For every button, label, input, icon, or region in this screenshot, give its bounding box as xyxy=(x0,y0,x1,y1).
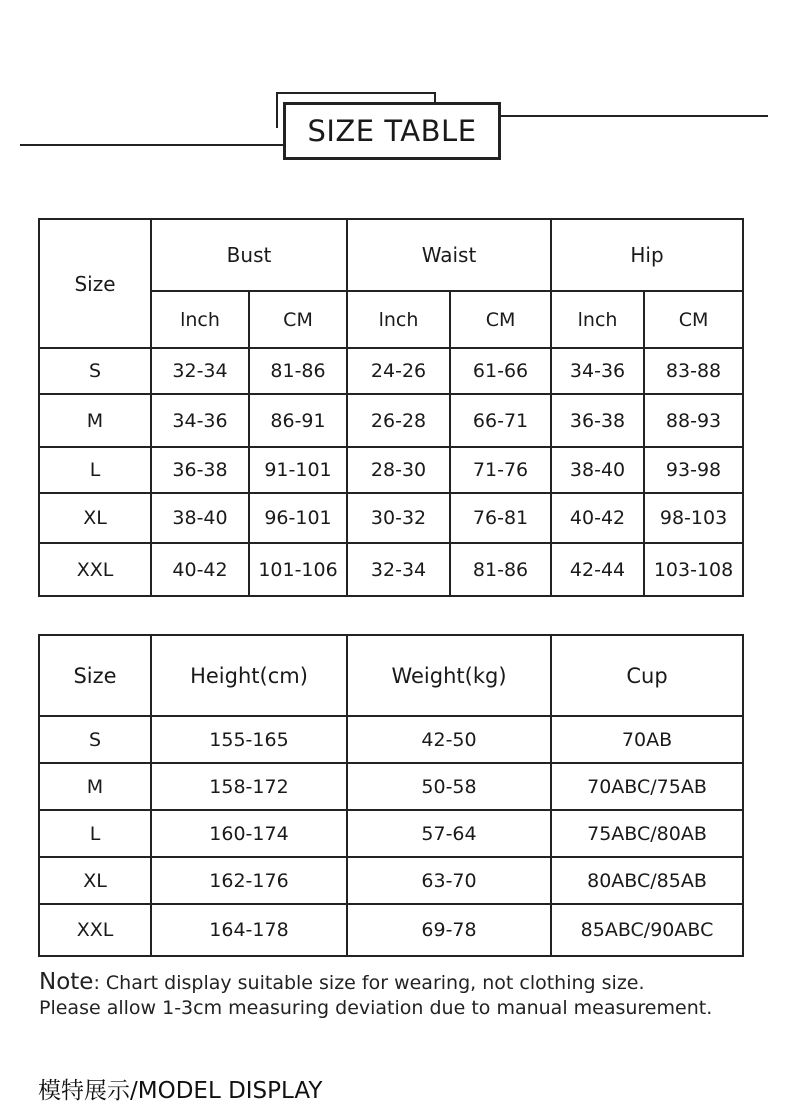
table-cell: 24-26 xyxy=(347,348,450,394)
table-cell: 81-86 xyxy=(450,543,551,596)
table-row xyxy=(39,810,743,857)
size-cell: L xyxy=(39,810,151,857)
unit-header: lnch xyxy=(151,291,249,348)
table-cell: 76-81 xyxy=(450,493,551,543)
weight-cell: 57-64 xyxy=(347,810,551,857)
table-cell: 103-108 xyxy=(644,543,743,596)
header-title-box xyxy=(283,102,501,160)
table-cell: 36-38 xyxy=(551,394,644,447)
table-row xyxy=(39,543,743,596)
table-cell: 61-66 xyxy=(450,348,551,394)
unit-header: CM xyxy=(644,291,743,348)
table-cell: 91-101 xyxy=(249,447,347,493)
table-row xyxy=(39,763,743,810)
table-row xyxy=(39,857,743,904)
unit-header: CM xyxy=(249,291,347,348)
size-cell: XXL xyxy=(39,543,151,596)
weight-cell: 42-50 xyxy=(347,716,551,763)
height-cell: 164-178 xyxy=(151,904,347,956)
fit-table xyxy=(38,634,744,957)
unit-header: lnch xyxy=(347,291,450,348)
table-cell: 40-42 xyxy=(551,493,644,543)
table-cell: 34-36 xyxy=(151,394,249,447)
size-column-header: Size xyxy=(39,219,151,348)
weight-cell: 63-70 xyxy=(347,857,551,904)
table-cell: 36-38 xyxy=(151,447,249,493)
unit-header: lnch xyxy=(551,291,644,348)
weight-cell: 50-58 xyxy=(347,763,551,810)
size-cell: S xyxy=(39,716,151,763)
cup-cell: 80ABC/85AB xyxy=(551,857,743,904)
note-text: : Chart display suitable size for wearing, not clothing size. xyxy=(93,972,645,994)
table-cell: 26-28 xyxy=(347,394,450,447)
table-row xyxy=(39,348,743,394)
size-cell: XL xyxy=(39,493,151,543)
height-cell: 160-174 xyxy=(151,810,347,857)
note-label: Note xyxy=(39,969,94,995)
table-cell: 96-101 xyxy=(249,493,347,543)
weight-header: Weight(kg) xyxy=(347,635,551,716)
size-cell: S xyxy=(39,348,151,394)
table-cell: 88-93 xyxy=(644,394,743,447)
table-cell: 32-34 xyxy=(151,348,249,394)
table-row xyxy=(39,394,743,447)
table-row xyxy=(39,904,743,956)
height-header: Height(cm) xyxy=(151,635,347,716)
size-column-header: Size xyxy=(39,635,151,716)
cup-cell: 85ABC/90ABC xyxy=(551,904,743,956)
note xyxy=(39,970,712,1021)
table-row xyxy=(39,447,743,493)
cup-cell: 75ABC/80AB xyxy=(551,810,743,857)
table-row xyxy=(39,493,743,543)
cup-cell: 70AB xyxy=(551,716,743,763)
page-title: SIZE TABLE xyxy=(307,114,477,148)
model-display-title: 模特展示/MODEL DISPLAY xyxy=(38,1078,323,1104)
table-cell: 86-91 xyxy=(249,394,347,447)
cup-cell: 70ABC/75AB xyxy=(551,763,743,810)
table-cell: 83-88 xyxy=(644,348,743,394)
cup-header: Cup xyxy=(551,635,743,716)
table-cell: 71-76 xyxy=(450,447,551,493)
table-cell: 40-42 xyxy=(151,543,249,596)
table-cell: 30-32 xyxy=(347,493,450,543)
table-cell: 34-36 xyxy=(551,348,644,394)
header-rule-right xyxy=(474,115,768,117)
size-cell: M xyxy=(39,394,151,447)
table-row xyxy=(39,716,743,763)
size-cell: XXL xyxy=(39,904,151,956)
bust-header: Bust xyxy=(151,219,347,291)
table-cell: 66-71 xyxy=(450,394,551,447)
height-cell: 158-172 xyxy=(151,763,347,810)
table-cell: 38-40 xyxy=(551,447,644,493)
height-cell: 155-165 xyxy=(151,716,347,763)
table-cell: 81-86 xyxy=(249,348,347,394)
size-cell: L xyxy=(39,447,151,493)
table-cell: 101-106 xyxy=(249,543,347,596)
hip-header: Hip xyxy=(551,219,743,291)
table-cell: 28-30 xyxy=(347,447,450,493)
height-cell: 162-176 xyxy=(151,857,347,904)
table-cell: 32-34 xyxy=(347,543,450,596)
waist-header: Waist xyxy=(347,219,551,291)
weight-cell: 69-78 xyxy=(347,904,551,956)
note-line-2: Please allow 1-3cm measuring deviation due to manual measurement. xyxy=(39,997,713,1019)
unit-header: CM xyxy=(450,291,551,348)
note-line-1 xyxy=(39,970,712,996)
table-cell: 93-98 xyxy=(644,447,743,493)
table-cell: 98-103 xyxy=(644,493,743,543)
measurements-table xyxy=(38,218,744,597)
table-cell: 38-40 xyxy=(151,493,249,543)
size-cell: XL xyxy=(39,857,151,904)
size-cell: M xyxy=(39,763,151,810)
table-cell: 42-44 xyxy=(551,543,644,596)
header-rule-left xyxy=(20,144,316,146)
